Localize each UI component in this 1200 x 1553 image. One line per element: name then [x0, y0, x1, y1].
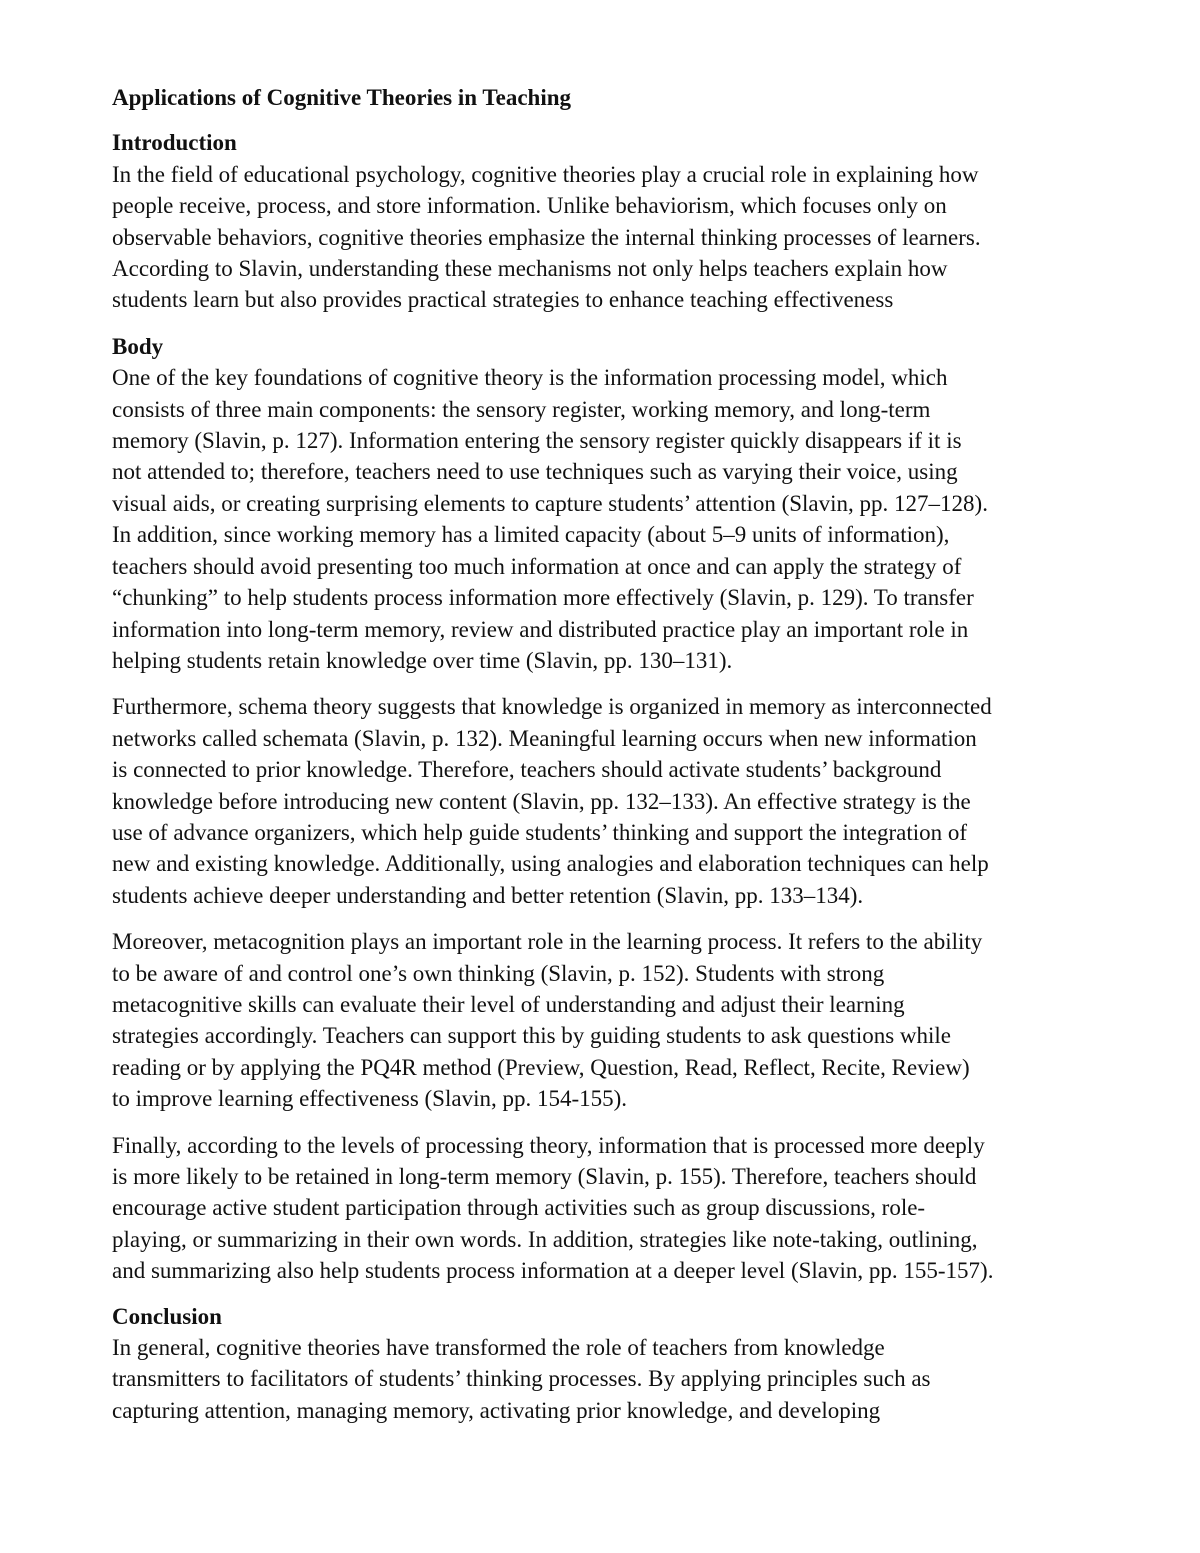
text-line: helping students retain knowledge over time (Slavin, pp. 130–131). — [112, 647, 733, 673]
text-line: strategies accordingly. Teachers can support this by guiding students to ask questions while — [112, 1023, 952, 1049]
document-body — [112, 82, 1097, 1441]
document-title: Applications of Cognitive Theories in Teaching — [112, 85, 572, 110]
text-line: encourage active student participation through activities such as group discussions, role- — [112, 1195, 926, 1221]
text-line: consists of three main components: the sensory register, working memory, and long-term — [112, 396, 931, 422]
section-heading-conclusion: Conclusion — [112, 1303, 222, 1329]
text-line: According to Slavin, understanding these mechanisms not only helps teachers explain how — [112, 256, 948, 282]
text-line: playing, or summarizing in their own words. In addition, strategies like note-taking, outlining, — [112, 1226, 978, 1252]
text-line: networks called schemata (Slavin, p. 132). Meaningful learning occurs when new information — [112, 725, 977, 751]
section-heading-body: Body — [112, 333, 164, 359]
paragraph-conclusion-1 — [112, 1332, 1097, 1426]
text-line: not attended to; therefore, teachers need to use techniques such as varying their voice, using — [112, 459, 958, 485]
text-line: is more likely to be retained in long-term memory (Slavin, p. 155). Therefore, teachers should — [112, 1164, 977, 1189]
text-line: Furthermore, schema theory suggests that knowledge is organized in memory as interconnected — [112, 694, 992, 720]
text-line: In the field of educational psychology, cognitive theories play a crucial role in explaining how — [112, 161, 979, 187]
text-line: to improve learning effectiveness (Slavin, pp. 154-155). — [112, 1086, 628, 1112]
text-line: “chunking” to help students process information more effectively (Slavin, p. 129). To transfer — [112, 585, 974, 611]
text-line: and summarizing also help students process information at a deeper level (Slavin, pp. 155-157). — [112, 1258, 994, 1284]
text-line: reading or by applying the PQ4R method (Preview, Question, Read, Reflect, Recite, Review) — [112, 1054, 970, 1080]
text-line: transmitters to facilitators of students’ thinking processes. By applying principles such as — [112, 1366, 931, 1392]
paragraph-body-1 — [112, 362, 1097, 676]
text-line: new and existing knowledge. Additionally, using analogies and elaboration techniques can help — [112, 851, 989, 877]
paragraph-body-4 — [112, 1130, 1097, 1287]
text-line: people receive, process, and store information. Unlike behaviorism, which focuses only on — [112, 193, 947, 219]
section-introduction — [112, 127, 1097, 315]
text-line: memory (Slavin, p. 127). Information entering the sensory register quickly disappears if it is — [112, 428, 962, 454]
text-line: observable behaviors, cognitive theories emphasize the internal thinking processes of learners. — [112, 224, 981, 250]
text-line: Finally, according to the levels of processing theory, information that is processed more deeply — [112, 1132, 985, 1158]
paragraph-introduction-1 — [112, 159, 1097, 316]
text-line: metacognitive skills can evaluate their level of understanding and adjust their learning — [112, 991, 905, 1017]
text-line: students achieve deeper understanding and better retention (Slavin, pp. 133–134). — [112, 882, 864, 908]
text-line: students learn but also provides practical strategies to enhance teaching effectiveness — [112, 287, 894, 313]
section-heading-introduction: Introduction — [112, 130, 237, 156]
text-line: In general, cognitive theories have transformed the role of teachers from knowledge — [112, 1335, 885, 1361]
text-line: teachers should avoid presenting too much information at once and can apply the strategy of — [112, 553, 962, 579]
text-line: knowledge before introducing new content (Slavin, pp. 132–133). An effective strategy is the — [112, 788, 971, 814]
text-line: capturing attention, managing memory, activating prior knowledge, and developing — [112, 1397, 881, 1423]
text-line: is connected to prior knowledge. Therefore, teachers should activate students’ background — [112, 757, 942, 783]
section-conclusion — [112, 1301, 1097, 1427]
paragraph-body-3 — [112, 926, 1097, 1114]
text-line: information into long-term memory, review and distributed practice play an important role in — [112, 616, 969, 642]
paragraph-body-2 — [112, 691, 1097, 911]
text-line: visual aids, or creating surprising elements to capture students’ attention (Slavin, pp. 127–128). — [112, 490, 988, 516]
text-line: Moreover, metacognition plays an important role in the learning process. It refers to the ability — [112, 929, 983, 955]
text-line: One of the key foundations of cognitive theory is the information processing model, which — [112, 365, 948, 391]
text-line: use of advance organizers, which help guide students’ thinking and support the integration of — [112, 819, 968, 845]
text-line: In addition, since working memory has a limited capacity (about 5–9 units of information), — [112, 522, 950, 548]
section-body — [112, 331, 1097, 1287]
text-line: to be aware of and control one’s own thinking (Slavin, p. 152). Students with strong — [112, 960, 885, 986]
